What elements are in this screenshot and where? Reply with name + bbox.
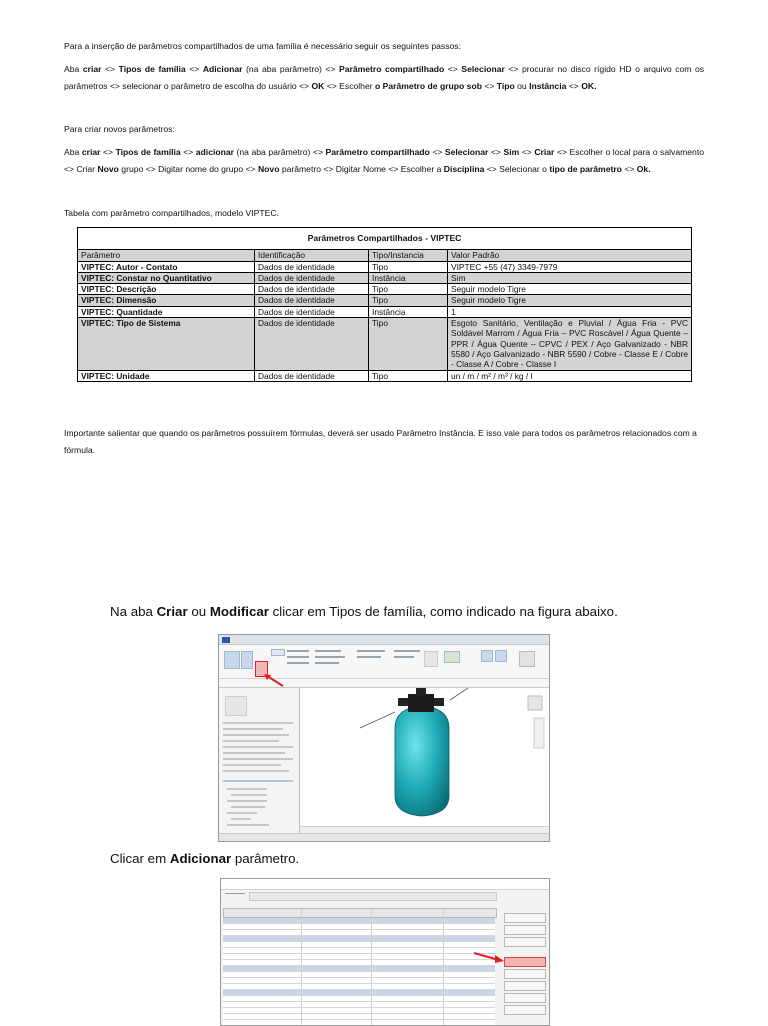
bold-run: Tipo xyxy=(496,81,515,91)
bold-run: Novo xyxy=(97,164,119,174)
dialog-button xyxy=(504,993,546,1003)
create-heading: Para criar novos parâmetros: xyxy=(64,124,175,134)
bold-run: tipo de parâmetro xyxy=(549,164,622,174)
cell-valor: un / m / m² / m³ / kg / l xyxy=(448,370,692,381)
dialog-button xyxy=(504,913,546,923)
table-header-row xyxy=(78,250,692,261)
pressure-tank-model xyxy=(300,688,549,826)
step-heading-add-parameter: Clicar em Adicionar parâmetro. xyxy=(110,851,300,866)
header-identificacao: Identificação xyxy=(255,250,369,261)
cell-identificacao: Dados de identidade xyxy=(255,370,369,381)
status-bar xyxy=(219,833,549,842)
bold-run: Disciplina xyxy=(443,164,485,174)
table-row xyxy=(78,284,692,295)
table-caption: Tabela com parâmetro compartilhados, modelo VIPTEC. xyxy=(64,208,279,218)
insert-steps: Aba criar <> Tipos de família <> Adicionar (na aba parâmetro) <> Parâmetro compartilhado <> Selecionar <> procurar no disco rígido HD o arquivo com os parâmetros <> selecionar o parâmetro de escolha do usuário <> OK <> Escolher o Parâmetro de grupo sob <> Tipo ou Instância <> OK. xyxy=(64,64,705,91)
cell-tipo: Tipo xyxy=(369,318,448,370)
cell-valor: Seguir modelo Tigre xyxy=(448,295,692,306)
bold-run: criar xyxy=(82,64,102,74)
bold-run: Adicionar xyxy=(202,64,243,74)
bold-run: Adicionar xyxy=(169,851,232,866)
header-tipo-instancia: Tipo/Instancia xyxy=(369,250,448,261)
app-logo-icon xyxy=(222,637,230,643)
cell-tipo: Tipo xyxy=(369,295,448,306)
cell-parametro: VIPTEC: Dimensão xyxy=(78,295,255,306)
cell-identificacao: Dados de identidade xyxy=(255,318,369,370)
cell-identificacao: Dados de identidade xyxy=(255,295,369,306)
bold-run: Selecionar xyxy=(461,64,505,74)
cell-tipo: Instância xyxy=(369,272,448,283)
bold-run: adicionar xyxy=(195,147,234,157)
bold-run: Ok. xyxy=(636,164,651,174)
dialog-button xyxy=(504,925,546,935)
app-title-bar xyxy=(219,635,549,645)
cell-valor: Sim xyxy=(448,272,692,283)
bold-run: OK. xyxy=(581,81,597,91)
red-arrow-icon xyxy=(473,951,505,963)
bold-run: Criar xyxy=(156,604,188,619)
bold-run: Tipos de família xyxy=(115,147,181,157)
cell-identificacao: Dados de identidade xyxy=(255,284,369,295)
bold-run: Modificar xyxy=(209,604,269,619)
bold-run: Novo xyxy=(257,164,280,174)
cell-identificacao: Dados de identidade xyxy=(255,261,369,272)
table-row xyxy=(78,318,692,370)
bold-run: Tipos de família xyxy=(118,64,186,74)
table-title: Parâmetros Compartilhados - VIPTEC xyxy=(78,228,692,250)
cell-valor: Esgoto Sanitário, Ventilação e Pluvial / Água Fria - PVC Soldável Marrom / Água Fria – PVC Roscável / Água Quente – PPR / Água Quente – CPVC / PEX / Aço Galvanizado - NBR 5580 / Aço Galvanizado - NBR 5590 / Cobre - Classe E / Cobre - Classe A / Cobre - Classe I xyxy=(448,318,692,370)
dialog-button xyxy=(504,981,546,991)
intro-text: Para a inserção de parâmetros compartilhados de uma família é necessário seguir os seguintes passos: xyxy=(64,41,461,51)
dialog-button xyxy=(504,937,546,947)
cell-tipo: Instância xyxy=(369,306,448,317)
dialog-button xyxy=(504,969,546,979)
family-types-dialog-screenshot xyxy=(220,878,550,1026)
dialog-title-bar xyxy=(221,879,549,890)
table-row xyxy=(78,306,692,317)
table-row xyxy=(78,370,692,381)
table-row xyxy=(78,295,692,306)
cell-parametro: VIPTEC: Autor - Contato xyxy=(78,261,255,272)
bold-run: Parâmetro compartilhado xyxy=(338,64,445,74)
cell-valor: 1 xyxy=(448,306,692,317)
red-arrow-icon xyxy=(263,673,285,689)
dialog-button xyxy=(504,1005,546,1015)
table-row xyxy=(78,272,692,283)
cell-parametro: VIPTEC: Unidade xyxy=(78,370,255,381)
cell-tipo: Tipo xyxy=(369,370,448,381)
bold-run: o Parâmetro de grupo sob xyxy=(375,81,482,91)
step-heading-family-types: Na aba Criar ou Modificar clicar em Tipos de família, como indicado na figura abaixo. xyxy=(110,604,618,619)
bold-run: Sim xyxy=(503,147,520,157)
parameters-grid-header xyxy=(223,908,497,918)
bold-run: OK xyxy=(311,81,325,91)
bold-run: Parâmetro compartilhado xyxy=(325,147,430,157)
3d-view xyxy=(300,688,549,826)
bold-run: Instância xyxy=(529,81,567,91)
cell-parametro: VIPTEC: Descrição xyxy=(78,284,255,295)
cell-tipo: Tipo xyxy=(369,284,448,295)
header-valor-padrao: Valor Padrão xyxy=(448,250,692,261)
create-steps: Aba criar <> Tipos de família <> adicionar (na aba parâmetro) <> Parâmetro compartilhado <> Selecionar <> Sim <> Criar <> Escolher o local para o salvamento <> Criar Novo grupo <> Digitar nome do grupo <> Novo parâmetro <> Digitar Nome <> Escolher a Disciplina <> Selecionar o tipo de parâmetro <> Ok. xyxy=(64,147,705,174)
revit-screenshot xyxy=(218,634,550,842)
cell-parametro: VIPTEC: Quantidade xyxy=(78,306,255,317)
viptec-table xyxy=(77,227,692,382)
cell-identificacao: Dados de identidade xyxy=(255,306,369,317)
bold-run: criar xyxy=(81,147,101,157)
bold-run: Selecionar xyxy=(444,147,489,157)
cell-parametro: VIPTEC: Tipo de Sistema xyxy=(78,318,255,370)
cell-valor: Seguir modelo Tigre xyxy=(448,284,692,295)
formula-note: Importante salientar que quando os parâmetros possuírem fórmulas, deverá ser usado Parâmetro Instância. E isso vale para todos os parâmetros relacionados com a fórmula. xyxy=(64,428,697,455)
cell-valor: VIPTEC +55 (47) 3349-7979 xyxy=(448,261,692,272)
properties-panel xyxy=(219,688,300,833)
bold-run: Criar xyxy=(534,147,555,157)
table-row xyxy=(78,261,692,272)
header-parametro: Parâmetro xyxy=(78,250,255,261)
cell-parametro: VIPTEC: Constar no Quantitativo xyxy=(78,272,255,283)
add-parameter-button xyxy=(504,957,546,967)
cell-tipo: Tipo xyxy=(369,261,448,272)
cell-identificacao: Dados de identidade xyxy=(255,272,369,283)
